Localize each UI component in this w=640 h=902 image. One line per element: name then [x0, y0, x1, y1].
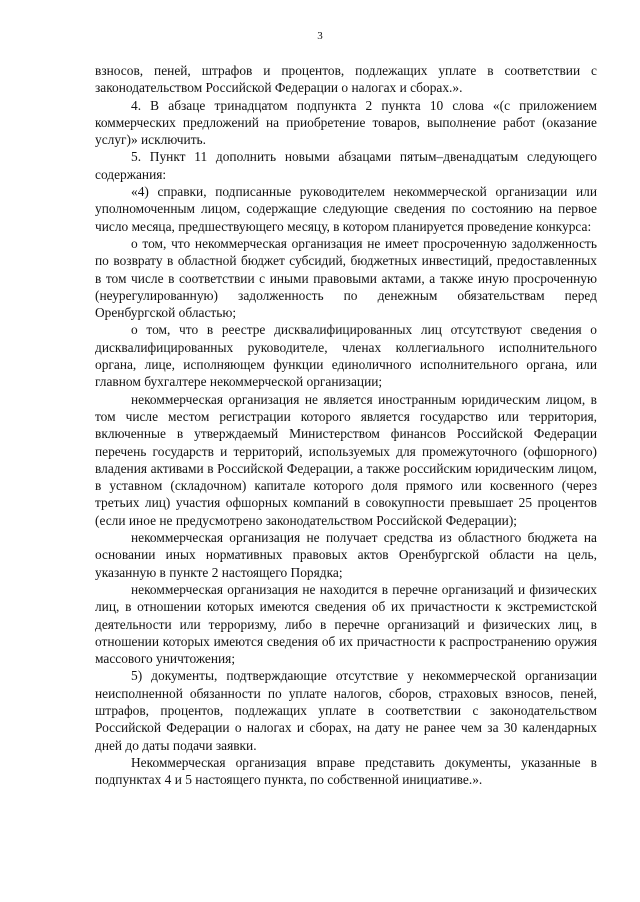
paragraph: 5. Пункт 11 дополнить новыми абзацами пятым–двенадцатым следующего содержания: [95, 149, 597, 182]
paragraph: 5) документы, подтверждающие отсутствие у некоммерческой организации неисполненной обязанности по уплате налогов, сборов, страховых взносов, пеней, штрафов, процентов, подлежащих уплате в соответствии с законодательством Российской Федерации о налогах и сборах, на дату не ранее чем за 30 календарных дней до даты подачи заявки. [95, 668, 597, 753]
paragraph: о том, что некоммерческая организация не имеет просроченную задолженность по возврату в областной бюджет субсидий, бюджетных инвестиций, предоставленных в том числе в соответствии с иными правовыми актами, а также иную просроченную (неурегулированную) задолженность по денежным обязательствам перед Оренбургской областью; [95, 235, 597, 321]
paragraph: «4) справки, подписанные руководителем некоммерческой организации или уполномоченным лицом, содержащие следующие сведения по состоянию на первое число месяца, предшествующего месяцу, в котором планируется проведение конкурса: [95, 184, 597, 234]
document-body [95, 62, 597, 788]
paragraph: некоммерческая организация не является иностранным юридическим лицом, в том числе местом регистрации которого является государство или территория, включенные в утверждаемый Министерством финансов Российской Федерации перечень государств и территорий, используемых для промежуточного (офшорного) владения активами в Российской Федерации, а также российским юридическим лицом, в уставном (складочном) капитале которого доля прямого или косвенного (через третьих лиц) участия офшорных компаний в совокупности превышает 25 процентов (если иное не предусмотрено законодательством Российской Федерации); [95, 391, 597, 528]
paragraph: некоммерческая организация не находится в перечне организаций и физических лиц, в отношении которых имеются сведения об их причастности к экстремистской деятельности или терроризму, либо в перечне организаций и физических лиц, в отношении которых имеются сведения об их причастности к распространению оружия массового уничтожения; [95, 581, 597, 667]
paragraph: 4. В абзаце тринадцатом подпункта 2 пункта 10 слова «(с приложением коммерческих предложений на приобретение товаров, выполнение работ (оказание услуг)» исключить. [95, 97, 597, 148]
paragraph: Некоммерческая организация вправе представить документы, указанные в подпунктах 4 и 5 настоящего пункта, по собственной инициативе.». [95, 754, 597, 788]
paragraph: некоммерческая организация не получает средства из областного бюджета на основании иных нормативных правовых актов Оренбургской области на цель, указанную в пункте 2 настоящего Порядка; [95, 530, 597, 580]
page-number: 3 [317, 30, 323, 42]
paragraph: о том, что в реестре дисквалифицированных лиц отсутствуют сведения о дисквалифицированных руководителе, членах коллегиального исполнительного органа, лице, исполняющем функции единоличного исполнительного органа, или главном бухгалтере некоммерческой организации; [95, 322, 597, 390]
paragraph: взносов, пеней, штрафов и процентов, подлежащих уплате в соответствии с законодательством Российской Федерации о налогах и сборах.». [95, 63, 597, 96]
